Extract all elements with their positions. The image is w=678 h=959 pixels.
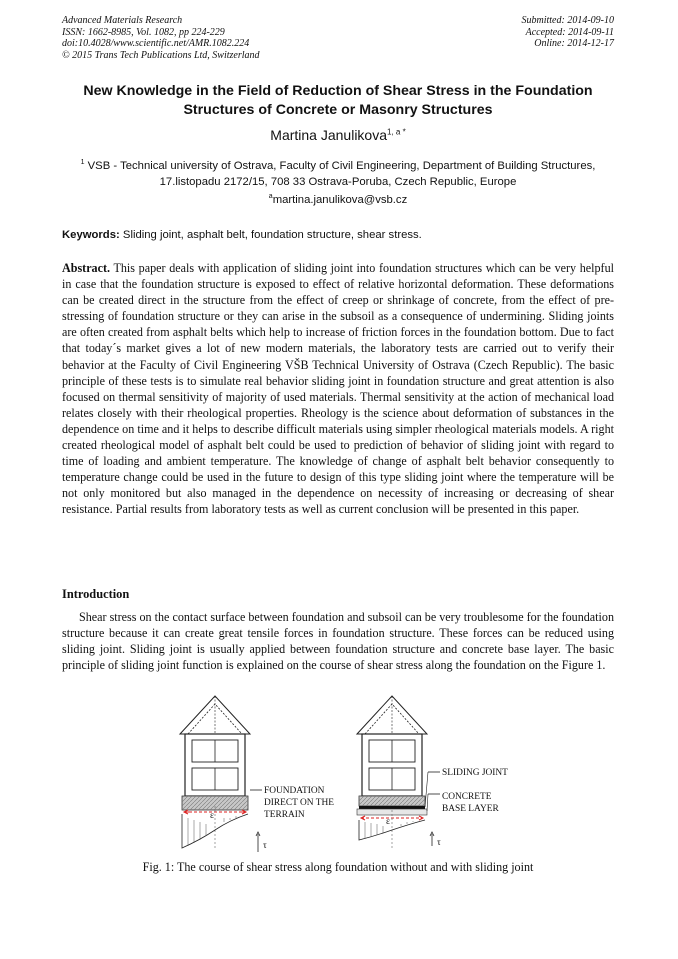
abstract: [62, 260, 614, 518]
paper-title: New Knowledge in the Field of Reduction of Shear Stress in the Foundation Structures of Concrete or Masonry Structures: [83, 83, 593, 118]
email-superscript: a: [268, 193, 273, 200]
journal-issn: ISSN: 1662-8985, Vol. 1082, pp 224-229: [62, 26, 225, 38]
submitted-date: Submitted: 2014-09-10: [521, 15, 614, 26]
author-email-line: [62, 193, 614, 206]
journal-name: Advanced Materials Research: [62, 15, 183, 26]
author-superscript: 1, a *: [387, 127, 406, 137]
affiliation-text: VSB - Technical university of Ostrava, Faculty of Civil Engineering, Department of Building Structures, 17.listopadu 2172/15, 708 33 Ostrava-Poruba, Czech Republic, Europe: [87, 159, 596, 189]
keywords-text: Sliding joint, asphalt belt, foundation structure, shear stress.: [122, 229, 422, 241]
epsilon-left: ε: [210, 811, 214, 821]
tau-right: τ: [437, 838, 441, 848]
label-sliding-joint: SLIDING JOINT: [442, 768, 508, 778]
label-concrete-1: CONCRETE: [442, 792, 492, 802]
keywords: [62, 229, 614, 241]
leader-concrete-diag: [427, 794, 428, 811]
label-concrete-2: BASE LAYER: [442, 804, 499, 814]
label-foundation-3: TERRAIN: [264, 810, 305, 820]
introduction-heading: Introduction: [62, 587, 130, 601]
building-right: [357, 696, 427, 850]
accepted-date: Accepted: 2014-09-11: [525, 26, 614, 38]
journal-doi: doi:10.4028/www.scientific.net/AMR.1082.224: [62, 38, 250, 50]
abstract-label: Abstract.: [62, 261, 111, 275]
tau-left: τ: [263, 841, 267, 851]
abstract-text: This paper deals with application of sliding joint into foundation structures which can be very helpful in case that the foundation structure is exposed to effect of relative horizontal deformation. These deformations can be created direct in the structure from the effect of creep or shrinkage of concrete, from the effect of pre-stressing of foundation structure or they can arise in the subsoil as a consequence of undermining. Sliding joints are often created from asphalt belts which help to increase of friction forces in the foundation bottom. Due to fact that today´s market gives a lot of new modern materials, the laboratory tests are carried out to verify their behavior at the Faculty of Civil Engineering VŠB Technical University of Ostrava (Czech Republic). The basic principle of these tests is to simulate real behavior sliding joint in foundation structure and great attention is also focused on thermal sensitivity of majority of used materials. Thermal sensitivity at the action of mechanical load relates closely with their rheological properties. Rheology is the science about deformation of substances in the dependence on time and it helps to describe difficult materials using simpler rheological materials models. A right created rheological model of asphalt belt could be used to prediction of behavior of sliding joint with regard to time of loading and ambient temperature. The knowledge of change of asphalt belt behavior consequently to temperature change could be used in the future to design of this type sliding joint where the temperature will be not only monitored but also managed in the dependence on necessity of increasing or decreasing of shear resistance. Partial results from laboratory tests as well as current conclusion will be presented in this paper.: [62, 261, 614, 517]
author-line: [62, 127, 614, 143]
online-date: Online: 2014-12-17: [534, 38, 614, 50]
journal-meta: [62, 15, 260, 61]
author-name: Martina Janulikova: [270, 127, 388, 143]
figure-1: [170, 690, 530, 858]
introduction-paragraph: Shear stress on the contact surface between foundation and subsoil can be very troublesome for the foundation structure because it can create great tensile forces in foundation structure. These forces can be reduced using sliding joint. Sliding joint is usually applied between foundation structure and concrete base layer. The basic principle of sliding joint function is explained on the course of shear stress along the foundation on the Figure 1.: [62, 610, 614, 673]
figure-1-diagram: [170, 690, 530, 858]
tau-arrow-left: [256, 832, 260, 852]
journal-copyright: © 2015 Trans Tech Publications Ltd, Switzerland: [62, 49, 260, 61]
author-email[interactable]: martina.janulikova@vsb.cz: [272, 193, 408, 206]
building-left: [180, 696, 250, 850]
affiliation-superscript: 1: [80, 159, 85, 166]
keywords-label: Keywords:: [62, 229, 120, 241]
figure-1-caption: Fig. 1: The course of shear stress along foundation without and with sliding joint: [142, 860, 534, 874]
tau-arrow-right: [430, 832, 434, 846]
label-foundation-2: DIRECT ON THE: [264, 798, 334, 808]
submission-dates: [522, 15, 615, 50]
label-foundation-1: FOUNDATION: [264, 786, 325, 796]
affiliation: [62, 155, 614, 191]
epsilon-right: ε: [386, 817, 390, 827]
